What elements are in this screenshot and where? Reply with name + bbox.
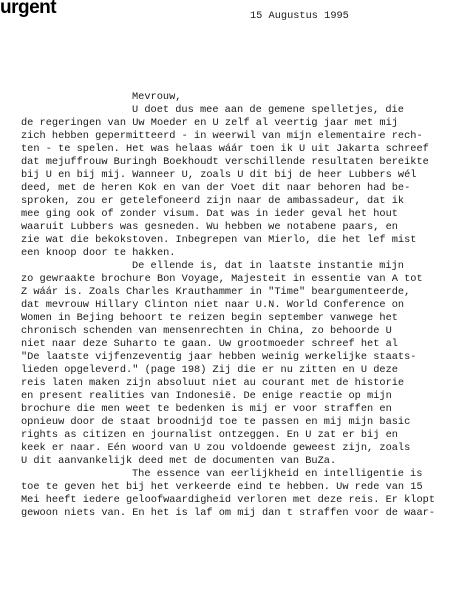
letter-line: The essence van eerlijkheid en intelligentie is [132,468,423,480]
letter-line: zie wat die bekokstoven. Inbegrepen van Mierlo, die het lef mist [21,234,417,246]
letter-line: lieden opgeleverd." (page 198) Zij die er nu zitten en U deze [21,364,398,376]
letter-line: U dit aanvankelijk deed met de documenten van BuZa. [21,455,337,467]
letter-line: rights as citizen en journalist ontzeggen. En U zat er bij en [21,429,398,441]
letter-line: gewoon niets van. En het is laf om mij dan t straffen voor de waar- [21,507,436,519]
letter-line: zo gewraakte brochure Bon Voyage, Majesteit in essentie van A tot [21,273,423,285]
letter-line: bij U en bij mij. Wanneer U, zoals U dit bij de heer Lubbers wél [21,169,417,181]
letter-line: "De laatste vijfenzeventig jaar hebben weinig werkelijke staats- [21,351,417,363]
letter-line: niet naar deze Suharto te gaan. Uw grootmoeder schreef het al [21,338,398,350]
letter-line: Women in Bejing behoort te reizen begin september vanwege het [21,312,398,324]
letter-line: mee ging ook of zonder visum. Dat was in ieder geval het hout [21,208,398,220]
letter-line: en present realities van Indonesië. De enige reactie op mijn [21,390,392,402]
letter-line: zich hebben gepermitteerd - in weerwil van mijn elementaire rech- [21,130,423,142]
letter-line: brochure die men weet te bedenken is mij er voor straffen en [21,403,392,415]
letter-line: deed, met de heren Kok en van der Voet dit naar behoren had be- [21,182,411,194]
letter-line: de regeringen van Uw Moeder en U zelf al veertig jaar met mij [21,117,398,129]
letter-line: keek er naar. Eén woord van U zou voldoende geweest zijn, zoals [21,442,411,454]
letter-line: een knoop door te hakken. [21,247,176,259]
letter-line: sproken, zou er getelefoneerd zijn naar de ambassadeur, dat ik [21,195,405,207]
letter-line: U doet dus mee aan de gemene spelletjes, die [132,104,404,116]
letter-date: 15 Augustus 1995 [250,10,349,22]
letter-line: opnieuw door de staat broodnijd toe te passen en mij mijn basic [21,416,411,428]
letter-line: reis laten maken zijn absoluut niet au courant met de historie [21,377,405,389]
letter-line: waaruit Lubbers was gesneden. Wu hebben we notabene paars, en [21,221,398,233]
letter-line: De ellende is, dat in laatste instantie mijn [132,260,404,272]
letter-line: toe te geven het bij het verkeerde eind te hebben. Uw rede van 15 [21,481,423,493]
letter-line: dat mevrouw Hillary Clinton niet naar U.N. World Conference on [21,299,405,311]
urgent-logo: urgent [0,0,57,18]
letter-line: ten - te spelen. Het was helaas wáár toen ik U uit Jakarta schreef [21,143,429,155]
salutation: Mevrouw, [132,91,182,103]
letter-line: chronisch schenden van mensenrechten in China, zo behoorde U [21,325,392,337]
letter-line: Mei heeft iedere geloofwaardigheid verloren met deze reis. Er klopt [21,494,436,506]
letter-line: dat mejuffrouw Buringh Boekhoudt verschillende resultaten bereikte [21,156,429,168]
letter-line: Z wáár is. Zoals Charles Krauthammer in "Time" beargumenteerde, [21,286,411,298]
